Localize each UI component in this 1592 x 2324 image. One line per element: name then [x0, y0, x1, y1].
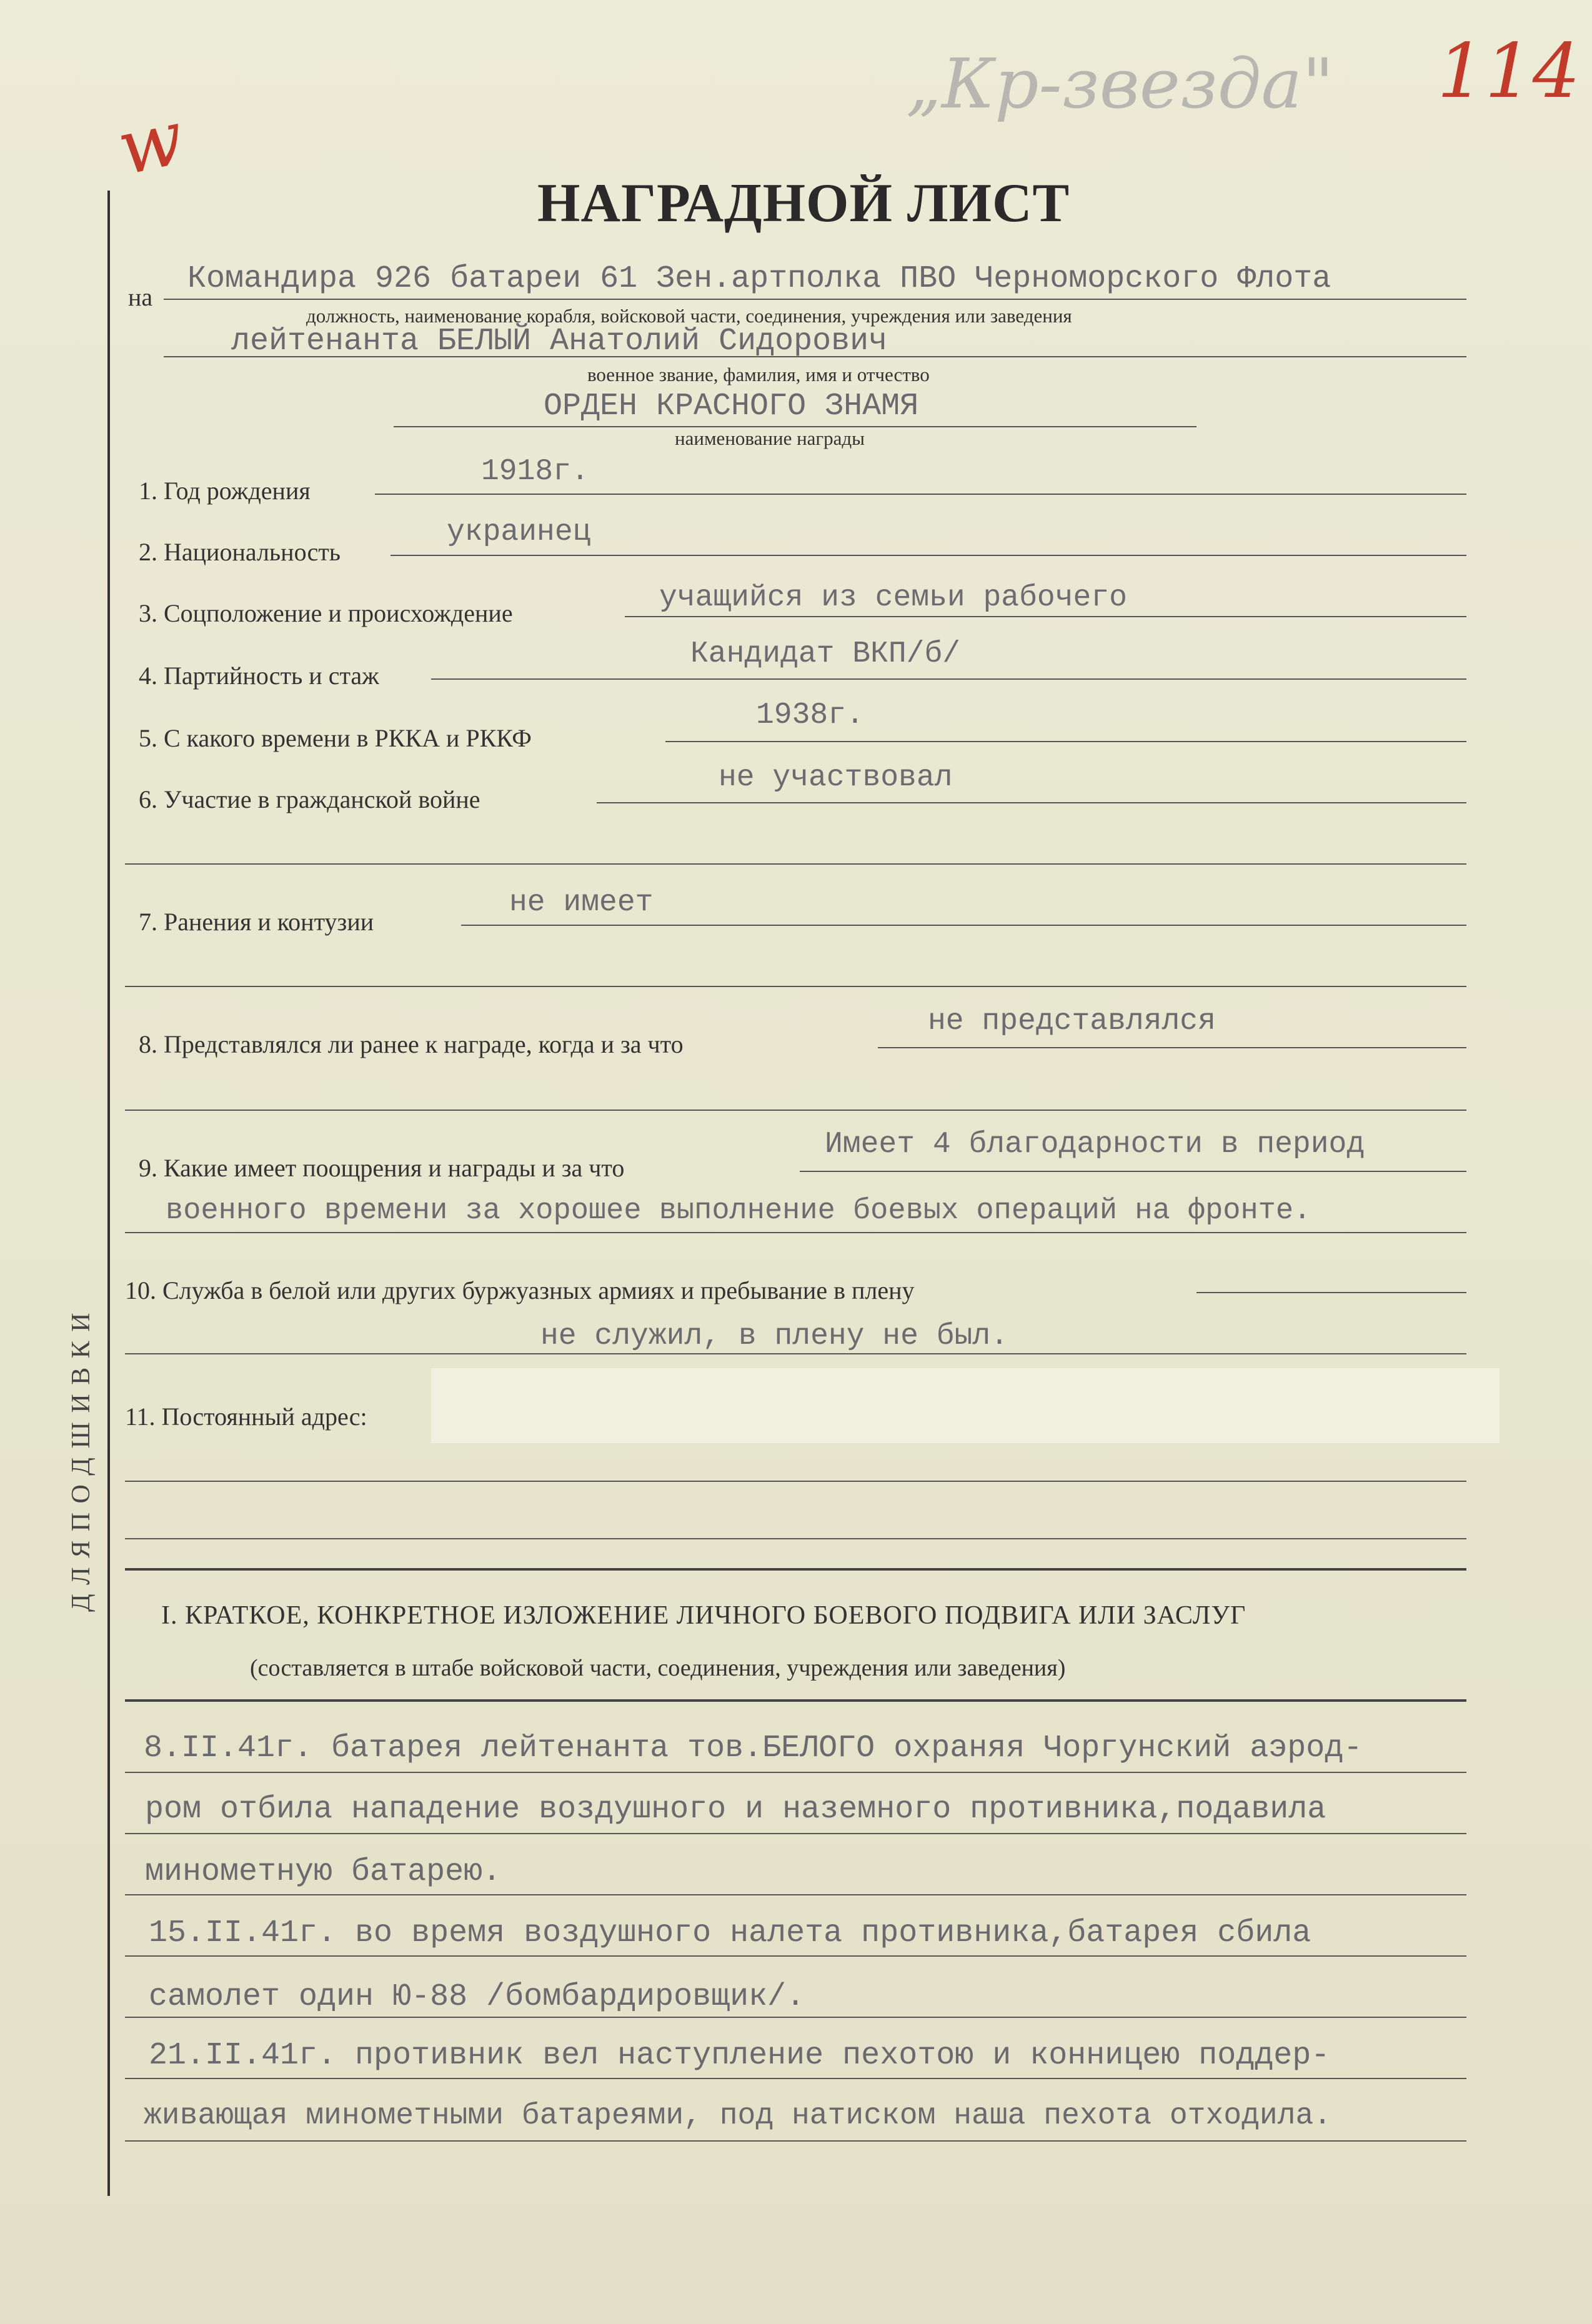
award-value: ОРДЕН КРАСНОГО ЗНАМЯ	[544, 389, 919, 424]
name-caption: военное звание, фамилия, имя и отчество	[587, 364, 930, 385]
position-line	[164, 299, 1466, 300]
binding-margin-line	[107, 191, 110, 2196]
handwritten-newspaper-note: „Кр-звезда"	[906, 44, 1334, 124]
field-9-line-2	[125, 1232, 1466, 1233]
field-10-line-2	[125, 1353, 1466, 1354]
narrative-rule-3	[125, 1894, 1466, 1895]
section-heading: I. КРАТКОЕ, КОНКРЕТНОЕ ИЗЛОЖЕНИЕ ЛИЧНОГО БОЕВОГО ПОДВИГА ИЛИ ЗАСЛУГ	[161, 1601, 1246, 1630]
field-1-label: 1. Год рождения	[139, 477, 311, 505]
binding-side-label: Д Л Я П О Д Ш И В К И	[67, 1311, 96, 1612]
field-4-label: 4. Партийность и стаж	[139, 662, 379, 690]
position-caption: должность, наименование корабля, войсковой части, соединения, учреждения или заведения	[306, 305, 1072, 327]
field-11-line-2	[125, 1481, 1466, 1482]
field-11-label: 11. Постоянный адрес:	[125, 1403, 367, 1431]
position-value: Командира 926 батареи 61 Зен.артполка ПВО Черноморского Флота	[187, 261, 1331, 297]
field-9-line	[800, 1171, 1466, 1172]
name-line	[164, 356, 1466, 357]
name-value: лейтенанта БЕЛЫЙ Анатолий Сидорович	[231, 324, 888, 359]
field-8-value: не представлялся	[928, 1005, 1216, 1038]
narrative-line-5: самолет один Ю-88 /бомбардировщик/.	[149, 1979, 805, 2015]
field-3-value: учащийся из семьи рабочего	[659, 581, 1127, 615]
field-5-value: 1938г.	[756, 698, 864, 732]
field-4-value: Кандидат ВКП/б/	[690, 637, 961, 671]
field-10-label: 10. Служба в белой или других буржуазных армиях и пребывание в плену	[125, 1276, 915, 1304]
narrative-line-6: 21.II.41г. противник вел наступление пехотою и конницею поддер-	[149, 2038, 1330, 2073]
narrative-rule-1	[125, 1772, 1466, 1773]
handwritten-corner-mark: w	[110, 94, 192, 193]
narrative-line-4: 15.II.41г. во время воздушного налета противника,батарея сбила	[149, 1915, 1311, 1951]
field-9-value-continued: военного времени за хорошее выполнение боевых операций на фронте.	[166, 1194, 1311, 1228]
field-3-label: 3. Соцположение и происхождение	[139, 599, 513, 627]
field-2-line	[391, 555, 1466, 556]
section-subheading: (составляется в штабе войсковой части, соединения, учреждения или заведения)	[250, 1655, 1066, 1681]
field-1-line	[375, 494, 1466, 495]
field-6-value: не участвовал	[719, 761, 953, 795]
narrative-rule-2	[125, 1833, 1466, 1834]
field-7-label: 7. Ранения и контузии	[139, 908, 374, 936]
section-top-rule	[125, 1568, 1466, 1571]
field-3-line	[625, 616, 1466, 617]
field-8-label: 8. Представлялся ли ранее к награде, когда и за что	[139, 1030, 684, 1058]
field-2-label: 2. Национальность	[139, 538, 341, 566]
narrative-rule-6	[125, 2078, 1466, 2079]
narrative-line-3: минометную батарею.	[145, 1854, 502, 1890]
field-5-line	[665, 741, 1466, 742]
narrative-line-7: живающая минометными батареями, под натиском наша пехота отходила.	[144, 2099, 1332, 2133]
narrative-rule-4	[125, 1955, 1466, 1957]
na-label: на	[128, 283, 153, 311]
narrative-line-1: 8.II.41г. батарея лейтенанта тов.БЕЛОГО охраняя Чоргунский аэрод-	[144, 1731, 1363, 1766]
narrative-line-2: ром отбила нападение воздушного и наземного противника,подавила	[145, 1792, 1326, 1827]
field-5-label: 5. С какого времени в РККА и РККФ	[139, 724, 532, 752]
field-1-value: 1918г.	[481, 455, 589, 489]
document-title: НАГРАДНОЙ ЛИСТ	[537, 173, 1070, 234]
field-8-line-2	[125, 1110, 1466, 1111]
field-2-value: украинец	[447, 515, 591, 549]
field-6-line-2	[125, 863, 1466, 865]
field-7-line	[461, 925, 1466, 926]
field-6-line	[597, 802, 1466, 803]
field-4-line	[431, 678, 1466, 680]
narrative-rule-7	[125, 2140, 1466, 2142]
handwritten-page-number: 114	[1437, 28, 1581, 115]
award-caption: наименование награды	[675, 427, 865, 449]
section-heading-rule	[125, 1699, 1466, 1702]
field-9-value: Имеет 4 благодарности в период	[825, 1128, 1365, 1161]
narrative-rule-5	[125, 2017, 1466, 2018]
field-9-label: 9. Какие имеет поощрения и награды и за что	[139, 1154, 625, 1182]
field-10-line	[1196, 1292, 1466, 1293]
address-redaction	[431, 1368, 1500, 1443]
field-11-line-3	[125, 1538, 1466, 1539]
field-8-line	[878, 1047, 1466, 1048]
field-7-value: не имеет	[509, 886, 654, 920]
field-6-label: 6. Участие в гражданской войне	[139, 785, 480, 813]
field-10-value: не служил, в плену не был.	[540, 1319, 1008, 1353]
field-7-line-2	[125, 986, 1466, 987]
